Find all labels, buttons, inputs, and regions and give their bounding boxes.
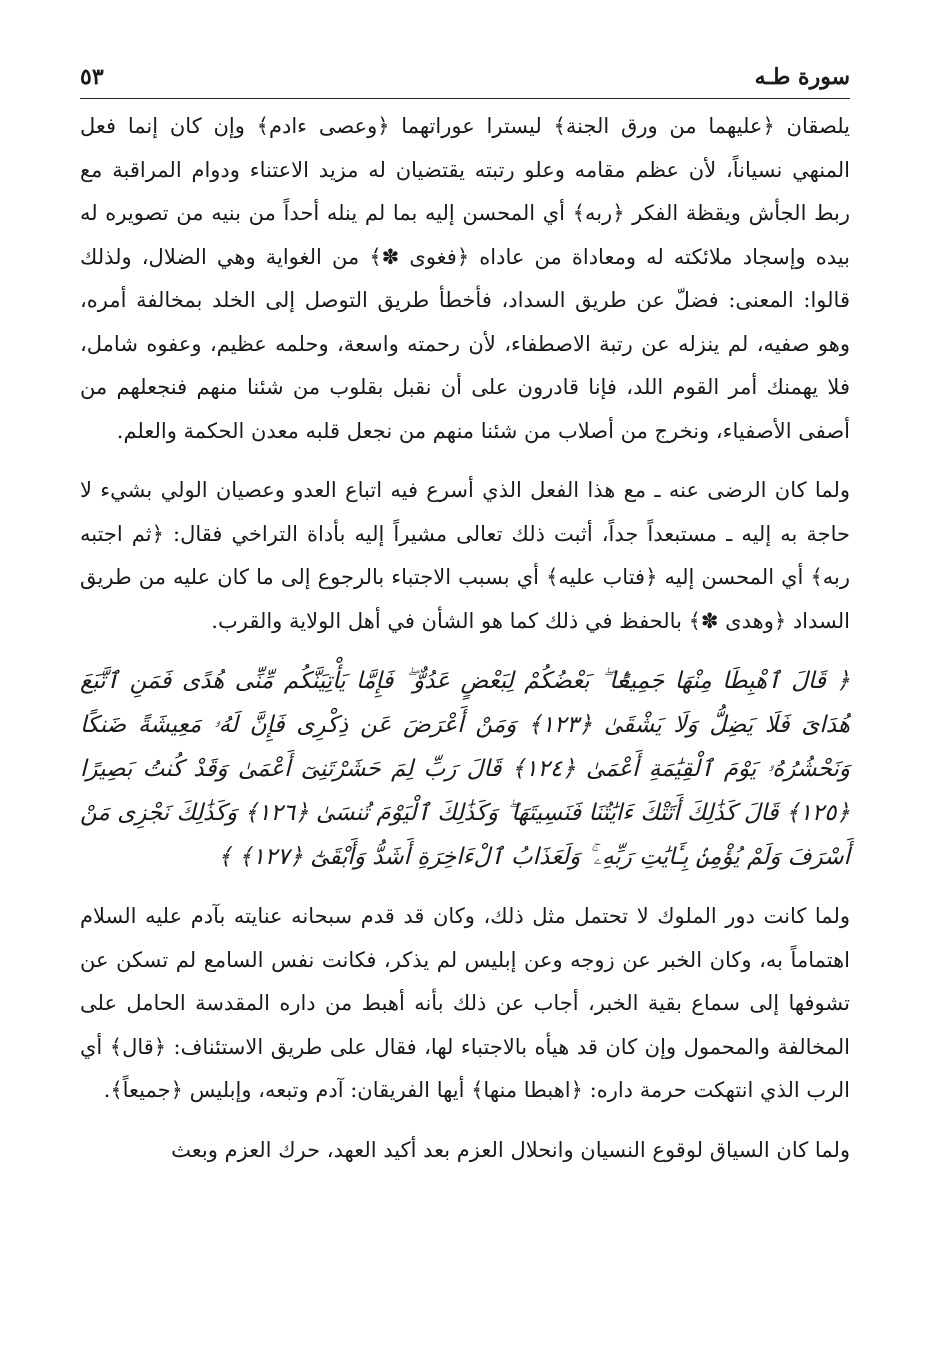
paragraph-4: ولما كان السياق لوقوع النسيان وانحلال العزم بعد أكيد العهد، حرك العزم وبعث [171,1137,850,1162]
surah-title: سورة طـه [754,64,850,90]
paragraph-2: ولما كان الرضى عنه ـ مع هذا الفعل الذي أسرع فيه اتباع العدو وعصيان الولي بشيء لا حاجة به إليه ـ مستبعداً جداً، أثبت ذلك تعالى مشيراً إليه بأداة التراخي فقال: ﴿ثم اجتبه ربه﴾ أي المحسن إليه ﴿فتاب عليه﴾ أي بسبب الاجتباء بالرجوع إلى ما كان عليه من طريق السداد ﴿وهدى ✽﴾ بالحفظ في ذلك كما هو الشأن في أهل الولاية والقرب. [80,478,850,633]
quran-verses-block: ﴿ قَالَ ٱهْبِطَا مِنْهَا جَمِيعًۢا ۖ بَعْضُكُمْ لِبَعْضٍ عَدُوٌّ ۖ فَإِمَّا يَأْتِيَنَّكُم مِّنِّى هُدًى فَمَنِ ٱتَّبَعَ هُدَاىَ فَلَا يَضِلُّ وَلَا يَشْقَىٰ ﴿١٢٣﴾ وَمَنْ أَعْرَضَ عَن ذِكْرِى فَإِنَّ لَهُۥ مَعِيشَةً ضَنكًا وَنَحْشُرُهُۥ يَوْمَ ٱلْقِيَٰمَةِ أَعْمَىٰ ﴿١٢٤﴾ قَالَ رَبِّ لِمَ حَشَرْتَنِىٓ أَعْمَىٰ وَقَدْ كُنتُ بَصِيرًا ﴿١٢٥﴾ قَالَ كَذَٰلِكَ أَتَتْكَ ءَايَٰتُنَا فَنَسِيتَهَا ۖ وَكَذَٰلِكَ ٱلْيَوْمَ تُنسَىٰ ﴿١٢٦﴾ وَكَذَٰلِكَ نَجْزِى مَنْ أَسْرَفَ وَلَمْ يُؤْمِنۢ بِـَٔايَٰتِ رَبِّهِۦ ۚ وَلَعَذَابُ ٱلْءَاخِرَةِ أَشَدُّ وَأَبْقَىٰٓ ﴿١٢٧﴾ ﴾ [80,668,851,870]
header-rule [80,98,850,99]
page-number: ٥٣ [80,64,104,90]
paragraph-3: ولما كانت دور الملوك لا تحتمل مثل ذلك، وكان قد قدم سبحانه عنايته بآدم عليه السلام اهتماماً به، وكان الخبر عن زوجه وعن إبليس لم يذكر، فكانت نفس السامع لم تسكن عن تشوفها إلى سماع بقية الخبر، أجاب عن ذلك بأنه أهبط من داره المقدسة الحامل على المخالفة والمحمول وإن كان قد هيأه بالاجتباء لها، فقال على طريق الاستئناف: ﴿قال﴾ أي الرب الذي انتهكت حرمة داره: ﴿اهبطا منها﴾ أيها الفريقان: آدم وتبعه، وإبليس ﴿جميعاً﴾. [80,904,850,1102]
page-header [80,58,850,94]
paragraph-1: يلصقان ﴿عليهما من ورق الجنة﴾ ليسترا عوراتهما ﴿وعصى ءادم﴾ وإن كان إنما فعل المنهي نسياناً، لأن عظم مقامه وعلو رتبته يقتضيان له مزيد الاعتناء ودوام المراقبة مع ربط الجأش ويقظة الفكر ﴿ربه﴾ أي المحسن إليه بما لم ينله أحداً من بنيه من تصويره له بيده وإسجاد ملائكته له ومعاداة من عاداه ﴿فغوى ✽﴾ من الغواية وهي الضلال، ولذلك قالوا: المعنى: فضلّ عن طريق السداد، فأخطأ طريق التوصل إلى الخلد بمخالفة أمره، وهو صفيه، لم ينزله عن رتبة الاصطفاء، لأن رحمته واسعة، وحلمه عظيم، وعفوه شامل، فلا يهمنك أمر القوم اللد، فإنا قادرون على أن نقبل بقلوب من شئنا منهم فنجعلهم من أصفى الأصفياء، ونخرج من أصلاب من شئنا منهم من نجعل قلبه معدن الحكمة والعلم. [80,114,850,443]
